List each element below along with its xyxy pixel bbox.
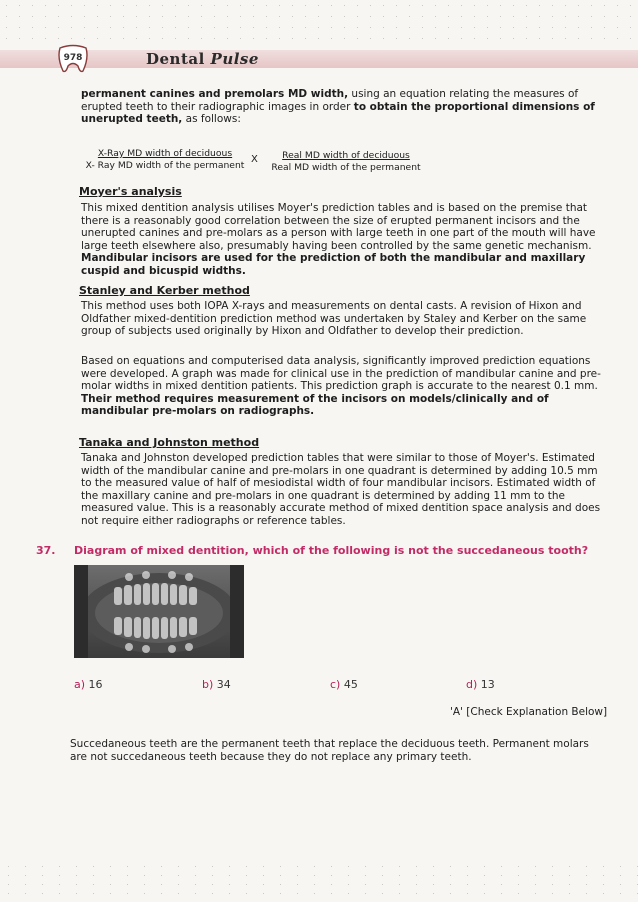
option-a[interactable]: a) 16	[74, 678, 103, 691]
heading-stanley-kerber: Stanley and Kerber method	[79, 284, 250, 297]
explanation-paragraph: Succedaneous teeth are the permanent teeth that replace the deciduous teeth. Permanent molars are not succedaneous teeth because they do not replace any primary teeth.	[70, 738, 589, 763]
option-c[interactable]: c) 45	[330, 678, 358, 691]
moyers-paragraph: This mixed dentition analysis utilises Moyer's prediction tables and is based on the premise that there is a reasonably good correlation between the size of erupted permanent incisors and the unerupted canines and pre-molars as a person with large teeth in one part of the mouth will have large teeth elsewhere also, presumably having been controlled by the same genetic mechanism. Mandibular incisors are used for the prediction of both the mandibular and maxillary cuspid and bicuspid widths.	[81, 202, 596, 277]
formula-left-numerator: X-Ray MD width of deciduous	[97, 148, 233, 159]
page-number: 978	[63, 53, 83, 63]
journal-logo	[146, 50, 259, 68]
logo-word-pulse: Pulse	[210, 50, 259, 68]
heading-moyers: Moyer's analysis	[79, 185, 182, 198]
formula-right	[266, 150, 426, 174]
option-d[interactable]: d) 13	[466, 678, 495, 691]
question-text: Diagram of mixed dentition, which of the following is not the succedaneous tooth?	[74, 544, 589, 557]
stanley-paragraph-2: Based on equations and computerised data analysis, significantly improved prediction equations were developed. A graph was made for clinical use in the prediction of mandibular canine and pre-molar widths in mixed dentition patients. This prediction graph is accurate to the nearest 0.1 mm. Their method requires measurement of the incisors on models/clinically and of mandibular pre-molars on radiographs.	[81, 355, 601, 418]
stanley-paragraph-1: This method uses both IOPA X-rays and measurements on dental casts. A revision of Hixon and Oldfather mixed-dentition prediction method was undertaken by Staley and Kerber on the same group of subjects used originally by Hixon and Oldfather to develop their prediction.	[81, 300, 587, 338]
heading-tanaka-johnston: Tanaka and Johnston method	[79, 436, 260, 449]
question-number: 37.	[36, 544, 56, 557]
formula-operator: X	[251, 154, 258, 165]
formula-right-denominator: Real MD width of the permanent	[271, 162, 421, 173]
header-band	[0, 50, 638, 68]
intro-paragraph: permanent canines and premolars MD width, using an equation relating the measures of erupted teeth to their radiographic images in order to obtain the proportional dimensions of unerupted teeth, as follows:	[81, 88, 595, 126]
formula-right-numerator: Real MD width of deciduous	[282, 150, 410, 161]
logo-word-dental: Dental	[146, 50, 205, 68]
tanaka-paragraph: Tanaka and Johnston developed prediction tables that were similar to those of Moyer's. Estimated width of the mandibular canine and pre-molars in one quadrant is determined by adding 10.5 mm to the measured value of half of mesiodistal width of four mandibular incisors. Estimated width of the maxillary canine and pre-molars in one quadrant is determined by adding 11 mm to the measured value. This is a reasonably accurate method of mixed dentition space analysis and does not require either radiographs or reference tables.	[81, 452, 601, 527]
option-b[interactable]: b) 34	[202, 678, 231, 691]
scan-speckle-top	[0, 0, 638, 40]
panoramic-xray-image	[74, 565, 244, 658]
tooth-page-badge	[56, 44, 90, 74]
answer-line: 'A' [Check Explanation Below]	[450, 706, 608, 718]
formula-left	[80, 148, 250, 172]
scan-speckle-bottom	[0, 862, 638, 902]
formula-left-denominator: X- Ray MD width of the permanent	[85, 160, 245, 171]
